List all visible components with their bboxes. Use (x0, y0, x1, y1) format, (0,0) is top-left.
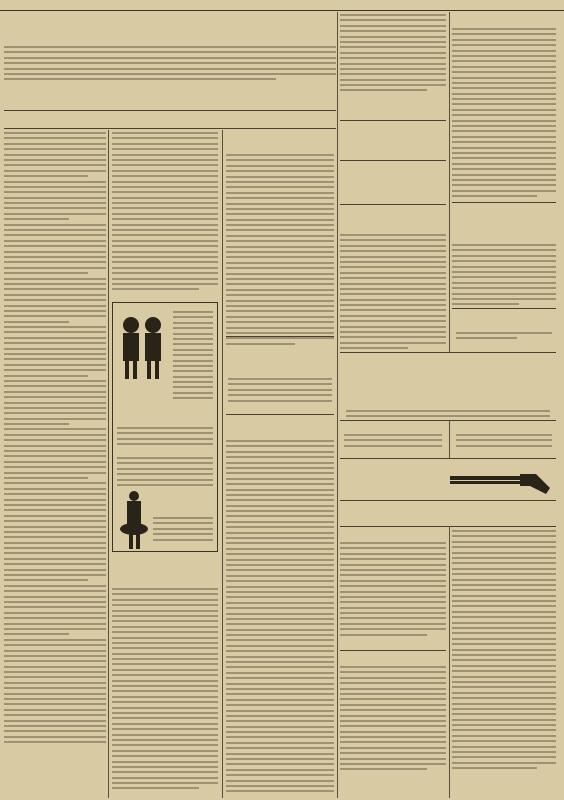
masthead-bar (0, 0, 564, 11)
fisherman-logo-icon (117, 489, 151, 551)
top-article-body (4, 46, 336, 84)
column-local-2 (452, 530, 556, 796)
scott-emulsion-ad (112, 302, 218, 552)
column-2 (112, 132, 218, 796)
column-local (340, 530, 446, 796)
top-article (4, 12, 336, 110)
children-illustration-icon (115, 311, 171, 381)
column-1 (4, 132, 106, 796)
column-3 (226, 132, 334, 796)
column-5 (452, 12, 556, 352)
column-4 (340, 12, 446, 352)
shotgun-icon (450, 466, 554, 496)
